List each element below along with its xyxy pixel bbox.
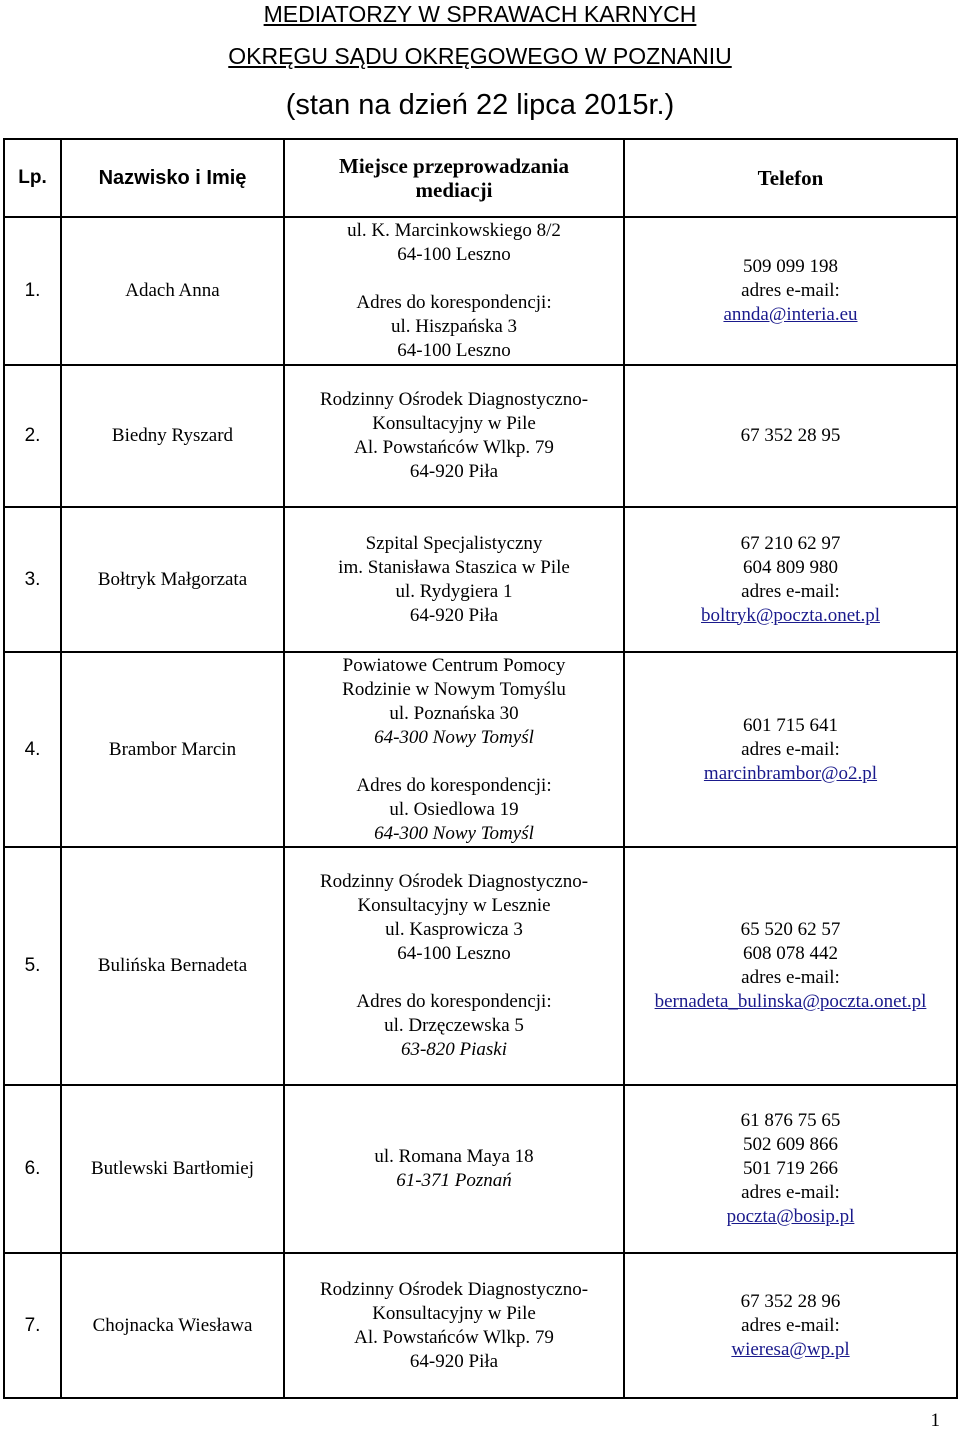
- column-header-place: Miejsce przeprowadzania mediacji: [284, 139, 624, 217]
- mediation-place: [284, 507, 624, 652]
- address-line: ul. Osiedlowa 19: [389, 798, 519, 820]
- address-line: 64-300 Nowy Tomyśl: [374, 726, 534, 748]
- table-row: [4, 1085, 957, 1253]
- contact-info: [624, 365, 957, 507]
- spacer: [289, 750, 619, 774]
- row-number: 7.: [4, 1253, 61, 1398]
- row-number: 6.: [4, 1085, 61, 1253]
- row-number: 2.: [4, 365, 61, 507]
- table-row: [4, 507, 957, 652]
- address-line: Adres do korespondencji:: [356, 991, 552, 1012]
- address-line: Rodzinny Ośrodek Diagnostyczno-: [319, 871, 589, 892]
- document-title-line2: OKRĘGU SĄDU OKRĘGOWEGO W POZNANIU: [228, 43, 732, 69]
- address-line: ul. Hiszpańska 3: [390, 316, 518, 337]
- address-line: Rodzinny Ośrodek Diagnostyczno-: [319, 1278, 589, 1300]
- mediator-name: Butlewski Bartłomiej: [61, 1085, 284, 1253]
- contact-line: adres e-mail:: [741, 1182, 840, 1203]
- address-line: ul. Romana Maya 18: [374, 1146, 534, 1167]
- mediation-place: [284, 847, 624, 1085]
- contact-line: 509 099 198: [743, 256, 838, 277]
- table-row: [4, 847, 957, 1085]
- contact-info: [624, 507, 957, 652]
- mediator-name: Bołtryk Małgorzata: [61, 507, 284, 652]
- row-number: 4.: [4, 652, 61, 847]
- address-line: Rodzinny Ośrodek Diagnostyczno-: [319, 389, 589, 410]
- contact-line: 604 809 980: [743, 556, 838, 578]
- mediation-place: [284, 365, 624, 507]
- address-line: Konsultacyjny w Pile: [372, 413, 536, 434]
- table-row: [4, 652, 957, 847]
- contact-info: [624, 847, 957, 1085]
- address-line: 64-100 Leszno: [397, 340, 511, 361]
- contact-line: 61 876 75 65: [740, 1110, 841, 1131]
- contact-line: 67 210 62 97: [740, 532, 841, 554]
- address-line: Al. Powstańców Wlkp. 79: [354, 437, 554, 458]
- column-header-phone: Telefon: [624, 139, 957, 217]
- email-link[interactable]: wieresa@wp.pl: [731, 1338, 850, 1360]
- contact-info: [624, 1253, 957, 1398]
- table-row: [4, 217, 957, 365]
- row-number: 5.: [4, 847, 61, 1085]
- email-link[interactable]: marcinbrambor@o2.pl: [703, 762, 878, 784]
- mediation-place: [284, 652, 624, 847]
- spacer: [289, 966, 619, 990]
- email-link[interactable]: annda@interia.eu: [723, 304, 858, 325]
- mediation-place: [284, 217, 624, 365]
- table-row: [4, 365, 957, 507]
- address-line: Al. Powstańców Wlkp. 79: [354, 1326, 554, 1348]
- contact-line: 501 719 266: [743, 1158, 838, 1179]
- address-line: im. Stanisława Staszica w Pile: [338, 556, 570, 578]
- address-line: 64-300 Nowy Tomyśl: [374, 822, 534, 844]
- mediator-name: Bulińska Bernadeta: [61, 847, 284, 1085]
- mediation-place: [284, 1085, 624, 1253]
- document-title-line1: MEDIATORZY W SPRAWACH KARNYCH: [263, 1, 697, 27]
- row-number: 1.: [4, 217, 61, 365]
- mediator-name: Brambor Marcin: [61, 652, 284, 847]
- address-line: 64-100 Leszno: [397, 244, 511, 265]
- contact-line: 608 078 442: [743, 943, 838, 964]
- contact-line: 65 520 62 57: [740, 919, 841, 940]
- row-number: 3.: [4, 507, 61, 652]
- address-line: 63-820 Piaski: [400, 1039, 508, 1060]
- mediators-table: [3, 138, 958, 1399]
- contact-line: adres e-mail:: [741, 738, 840, 760]
- contact-info: [624, 1085, 957, 1253]
- page-number: 1: [930, 1410, 940, 1431]
- contact-line: 502 609 866: [743, 1134, 838, 1155]
- contact-line: 67 352 28 95: [740, 425, 841, 446]
- contact-info: [624, 652, 957, 847]
- address-line: ul. Poznańska 30: [389, 702, 519, 724]
- column-header-lp: Lp.: [4, 139, 61, 217]
- address-line: 61-371 Poznań: [396, 1170, 512, 1191]
- address-line: ul. K. Marcinkowskiego 8/2: [347, 220, 561, 241]
- contact-info: [624, 217, 957, 365]
- address-line: Rodzinie w Nowym Tomyślu: [342, 678, 566, 700]
- contact-line: adres e-mail:: [741, 967, 840, 988]
- address-line: Konsultacyjny w Lesznie: [357, 895, 551, 916]
- contact-line: 67 352 28 96: [740, 1290, 841, 1312]
- mediator-name: Adach Anna: [61, 217, 284, 365]
- address-line: ul. Rydygiera 1: [395, 580, 513, 602]
- table-header-row: [4, 139, 957, 217]
- address-line: Szpital Specjalistyczny: [365, 532, 543, 554]
- contact-line: adres e-mail:: [741, 580, 840, 602]
- address-line: Adres do korespondencji:: [356, 774, 552, 796]
- mediator-name: Biedny Ryszard: [61, 365, 284, 507]
- address-line: ul. Drzęczewska 5: [384, 1015, 524, 1036]
- table-row: [4, 1253, 957, 1398]
- email-link[interactable]: bernadeta_bulinska@poczta.onet.pl: [654, 991, 927, 1012]
- spacer: [289, 267, 619, 291]
- contact-line: adres e-mail:: [741, 1314, 840, 1336]
- address-line: Konsultacyjny w Pile: [372, 1302, 536, 1324]
- address-line: 64-100 Leszno: [397, 943, 511, 964]
- address-line: Adres do korespondencji:: [356, 292, 552, 313]
- contact-line: adres e-mail:: [741, 280, 840, 301]
- email-link[interactable]: poczta@bosip.pl: [726, 1206, 855, 1227]
- address-line: 64-920 Piła: [409, 461, 499, 482]
- column-header-name: Nazwisko i Imię: [61, 139, 284, 217]
- address-line: 64-920 Piła: [409, 604, 499, 626]
- contact-line: 601 715 641: [743, 714, 838, 736]
- email-link[interactable]: boltryk@poczta.onet.pl: [701, 604, 880, 626]
- address-line: Powiatowe Centrum Pomocy: [342, 654, 566, 676]
- address-line: ul. Kasprowicza 3: [385, 919, 523, 940]
- address-line: 64-920 Piła: [409, 1350, 499, 1372]
- mediator-name: Chojnacka Wiesława: [61, 1253, 284, 1398]
- mediation-place: [284, 1253, 624, 1398]
- document-subtitle: (stan na dzień 22 lipca 2015r.): [285, 89, 675, 121]
